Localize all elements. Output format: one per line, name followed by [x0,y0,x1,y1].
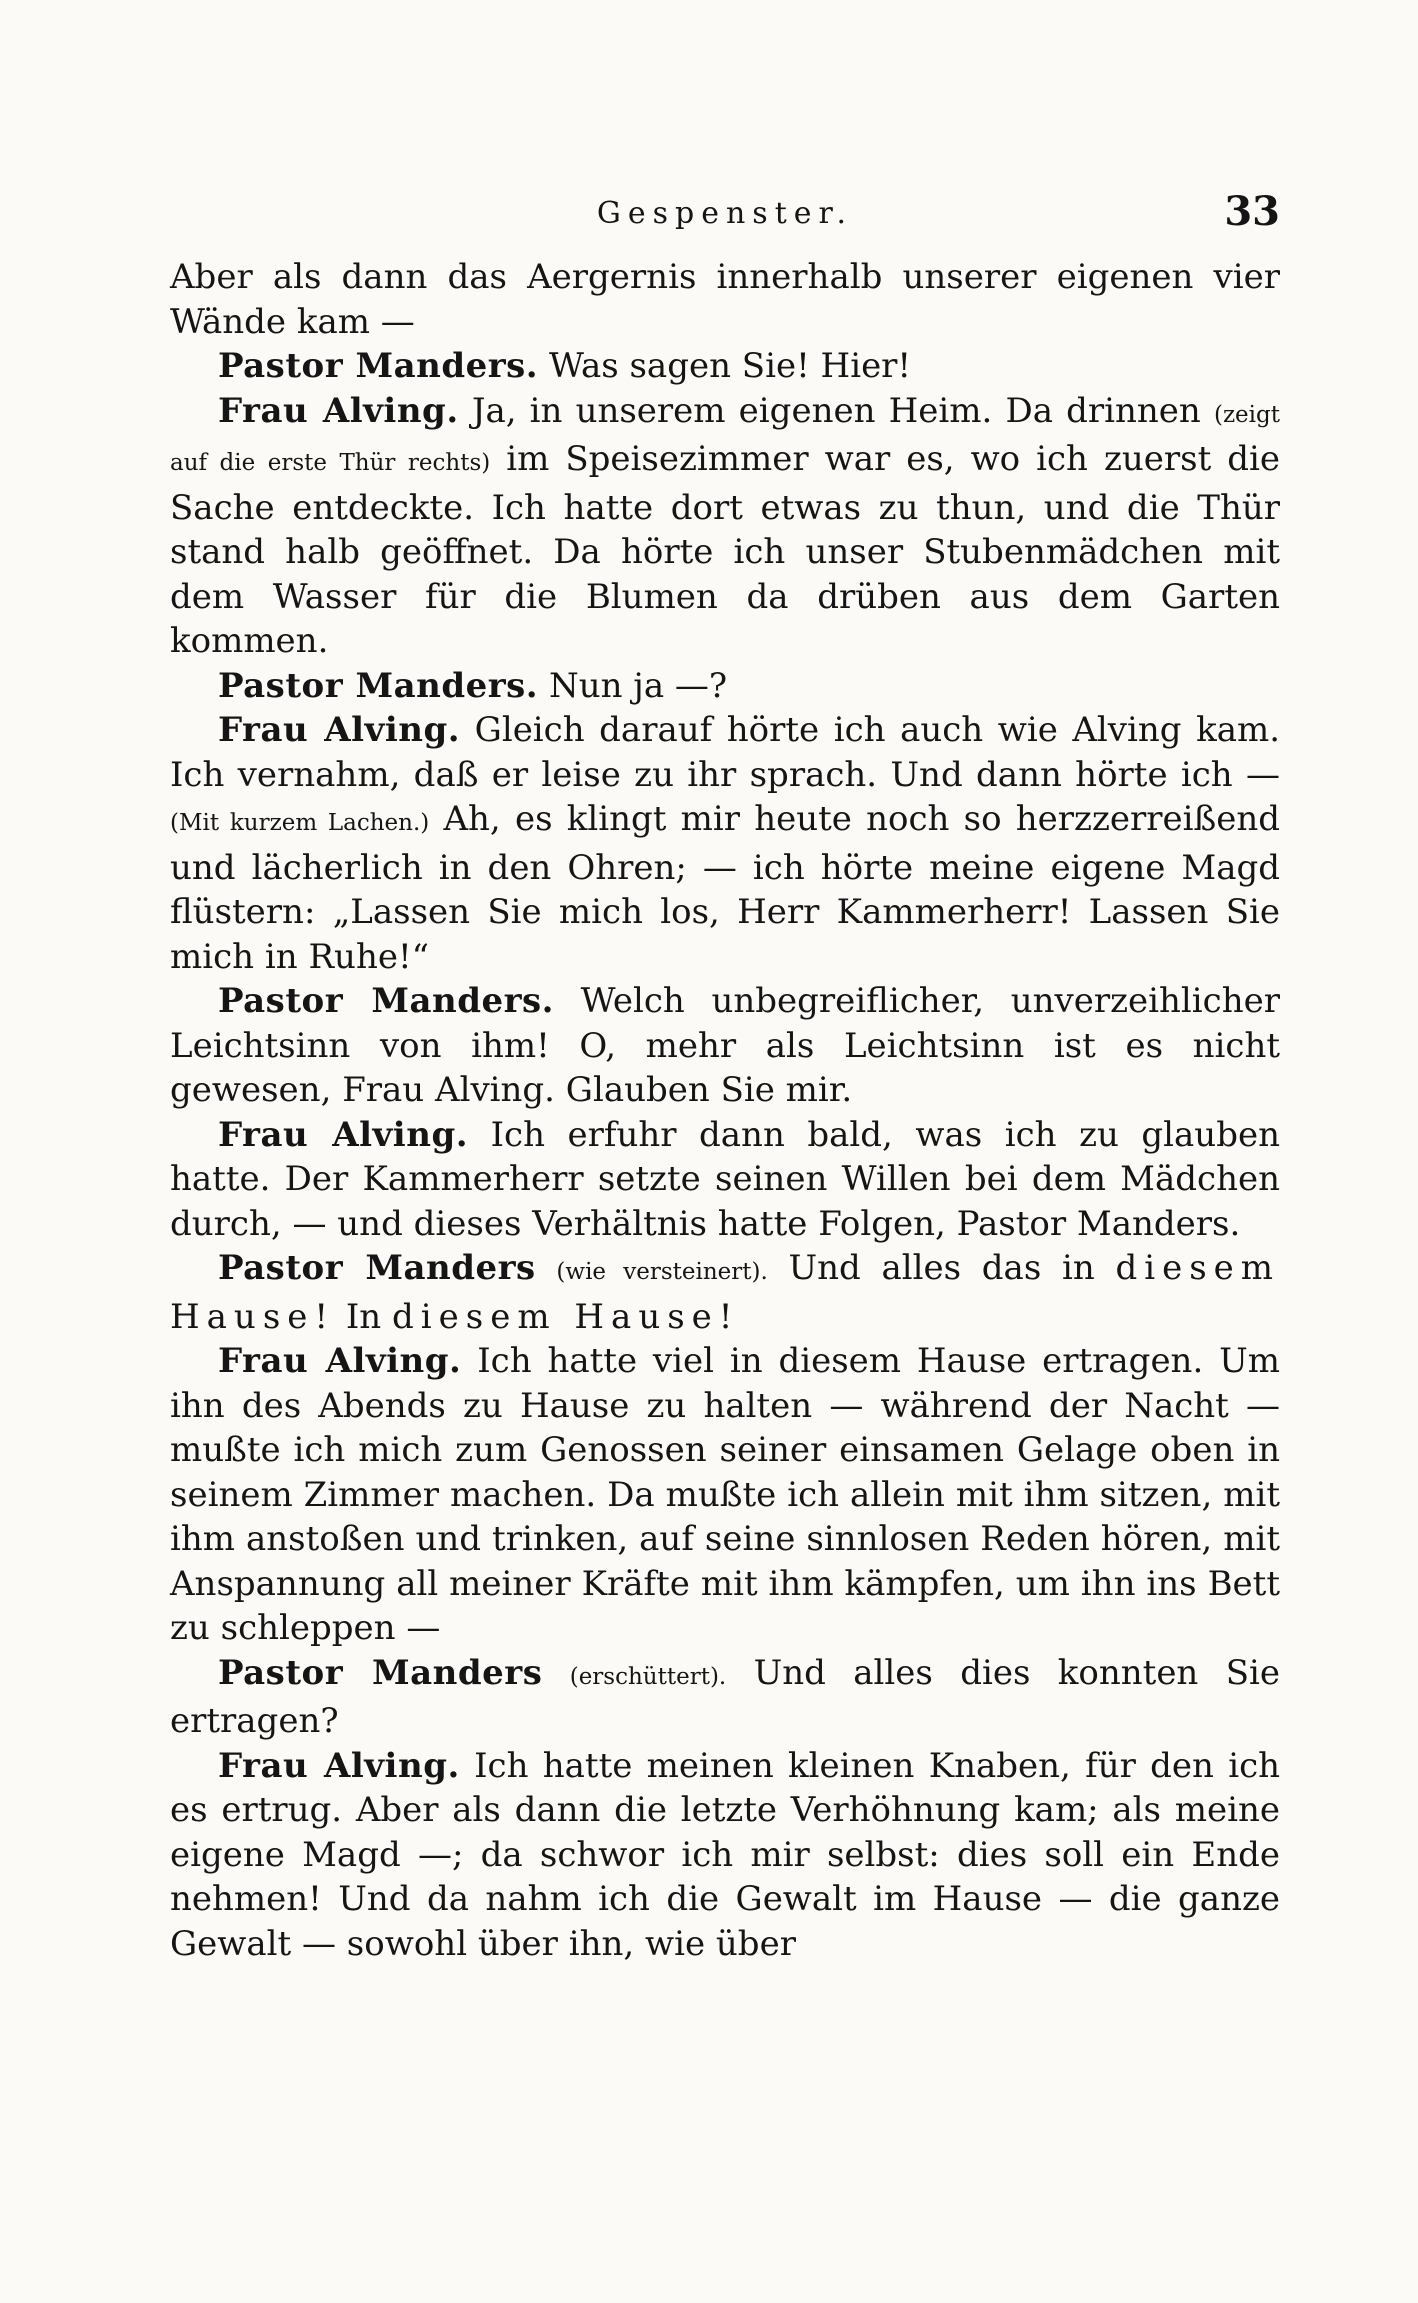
stage-direction: (wie versteinert). [556,1259,768,1285]
speaker-name: Frau Alving. [218,1341,462,1381]
speaker-name: Frau Alving. [218,1745,460,1786]
speaker-name: Pastor Manders. [218,981,554,1021]
body-text [170,255,1280,1966]
paragraph-text: Ich hatte viel in diesem Hause ertragen. Um ihn des Abends zu Hause zu halten — während der Nacht — mußte ich mich zum Genossen seiner einsamen Gelage oben in seinem Zimmer machen. Da mußte ich allein mit ihm sitzen, mit ihm anstoßen und trinken, auf seine sinnlosen Reden hören, mit Anspannung all meiner Kräfte mit ihm kämpfen, um ihn ins Bett zu schleppen — [170,1341,1281,1648]
paragraph-text: Ah, es klingt mir heute noch so herzzerreißend und lächerlich in den Ohren; — ich hörte meine eigene Magd flüstern: „Lassen Sie mich los, Herr Kammerherr! Lassen Sie mich in Ruhe!“ [170,799,1280,977]
speaker-name: Frau Alving. [218,390,459,431]
stage-direction: (zeigt auf die erste Thür rechts) [170,401,1280,476]
paragraph [170,1651,1280,1744]
paragraph [170,344,1280,389]
paragraph-text: Und alles das in [788,1248,1095,1288]
paragraph [170,708,1280,979]
paragraph [170,1339,1280,1651]
paragraph-text: Was sagen Sie! Hier! [548,346,912,386]
page-number: 33 [1224,188,1280,235]
stage-direction: (erschüttert). [569,1663,727,1690]
page-header [170,188,1280,248]
paragraph-text: im Speisezimmer war es, wo ich zuerst die Sache entdeckte. Ich hatte dort etwas zu thun, und die Thür stand halb geöffnet. Da hörte ich unser Stubenmädchen mit dem Wasser für die Blumen da drüben aus dem Garten kommen. [170,439,1280,661]
paragraph [170,255,1280,344]
paragraph-text: Welch unbegreiflicher, unverzeihlicher Leichtsinn von ihm! O, mehr als Leichtsinn ist es nicht gewesen, Frau Alving. Glauben Sie mir. [170,981,1280,1110]
paragraph-text: Ja, in unserem eigenen Heim. Da drinnen [471,390,1201,431]
paragraph-text: Nun ja —? [548,665,728,706]
paragraph [170,1113,1280,1247]
paragraph-text: Und alles dies konnten Sie ertragen? [170,1652,1280,1741]
speaker-name: Pastor Manders. [218,665,539,706]
running-title: Gespenster. [596,196,854,231]
emphasized-text: diesem Hause! [170,1248,1281,1337]
paragraph [170,664,1280,709]
paragraph-text: Ich hatte meinen kleinen Knaben, für den ich es ertrug. Aber als dann die letzte Verhöhnung kam; als meine eigene Magd —; da schwor ich mir selbst: dies soll ein Ende nehmen! Und da nahm ich die Gewalt im Hause — die ganze Gewalt — sowohl über ihn, wie über [170,1745,1281,1964]
paragraph [170,1744,1280,1967]
paragraph [170,979,1280,1113]
stage-direction: (Mit kurzem Lachen.) [170,810,430,836]
paragraph-text: Gleich darauf hörte ich auch wie Alving kam. Ich vernahm, daß er leise zu ihr sprach. Und dann hörte ich — [170,710,1281,795]
paragraph [170,1246,1280,1339]
speaker-name: Frau Alving. [218,1114,469,1155]
emphasized-text: diesem Hause! [392,1296,740,1337]
paragraph-text: In [345,1296,382,1337]
paragraph-text: Aber als dann das Aergernis innerhalb unserer eigenen vier Wände kam — [170,257,1280,342]
speaker-name: Pastor Manders. [218,346,539,386]
paragraph [170,389,1280,664]
speaker-name: Frau Alving. [218,710,461,750]
speaker-name: Pastor Manders [218,1652,543,1693]
speaker-name: Pastor Manders [218,1248,536,1288]
paragraph-text: Ich erfuhr dann bald, was ich zu glauben hatte. Der Kammerherr setzte seinen Willen bei dem Mädchen durch, — und dieses Verhältnis hatte Folgen, Pastor Manders. [170,1114,1280,1244]
